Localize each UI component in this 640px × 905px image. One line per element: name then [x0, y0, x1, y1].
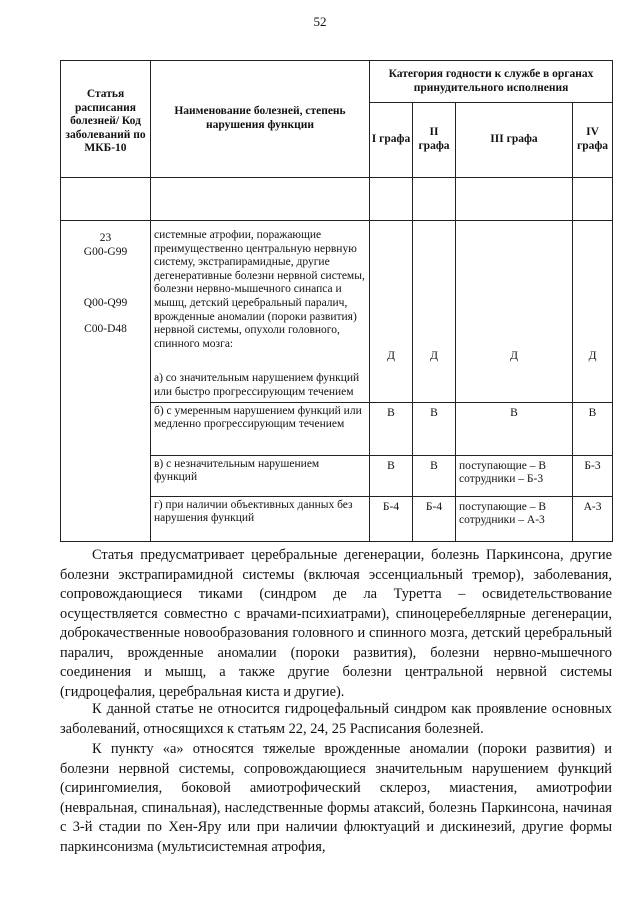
row-a-description	[151, 221, 370, 403]
header-graph-4: IV графа	[573, 103, 613, 178]
row-c-graph-3-applicants: поступающие – В	[459, 459, 547, 472]
article-code-q: Q00-Q99	[83, 297, 128, 309]
paragraph-article-scope: Статья предусматривает церебральные дегенерации, болезнь Паркинсона, другие болезни экстрапирамидной системы (включая эссенциальный тремор), заболевания, сопровождающиеся тиками (синдром де ла Туретта – освидетельствование осуществляется совместно с врачами-психиатрами), спиноцеребеллярные дегенерации, доброкачественные новообразования головного и спинного мозга, детский церебральный паралич, врожденные аномалии (пороки развития), болезни нервно-мышечного соединения и мышц, а также другие болезни центральной нервной системы (гидроцефалия, церебральная киста и другие).	[60, 547, 612, 700]
row-c-graph-4: Б-3	[573, 455, 613, 496]
article-code-g: G00-G99	[83, 246, 128, 258]
row-b-graph-1: В	[370, 402, 413, 455]
paragraph-item-a: К пункту «а» относятся тяжелые врожденные аномалии (пороки развития) и болезни нервной системы, сопровождающиеся значительным нарушением функций (сирингомиелия, боковой амиотрофический склероз, миастения, амиотрофии (невральная, спинальная), наследственные формы атаксий, болезнь Паркинсона, начиная с 3-й стадии по Хен-Яру или при наличии флюктуаций и дискинезий, другие формы паркинсонизма (мультисистемная атрофия,	[60, 741, 612, 855]
header-category: Категория годности к службе в органах принудительного исполнения	[370, 61, 613, 103]
row-d-description: г) при наличии объективных данных без нарушения функций	[151, 496, 370, 541]
row-d-graph-4: А-3	[573, 496, 613, 541]
row-d-graph-3-applicants: поступающие – В	[459, 500, 547, 513]
table-row-a	[61, 221, 613, 403]
page-number: 52	[313, 14, 327, 29]
header-graph-2: II графа	[413, 103, 456, 178]
row-d-graph-2: Б-4	[413, 496, 456, 541]
header-graph-1: I графа	[370, 103, 413, 178]
row-c-description: в) с незначительным нарушением функций	[151, 455, 370, 496]
article-code-cell	[61, 221, 151, 542]
paragraph-exclusion: К данной статье не относится гидроцефальный синдром как проявление основных заболеваний, относящихся к статьям 22, 24, 25 Расписания болезней.	[60, 701, 612, 737]
article-number: 23	[99, 232, 112, 244]
row-b-graph-3: В	[456, 402, 573, 455]
header-code-column: Статья расписания болезней/ Код заболеваний по МКБ-10	[61, 61, 151, 178]
row-b-description: б) с умеренным нарушением функций или медленно прогрессирующим течением	[151, 402, 370, 455]
disease-schedule-table	[60, 60, 613, 542]
header-graph-3: III графа	[456, 103, 573, 178]
table-header-row	[61, 61, 613, 103]
row-a-graph-2: Д	[413, 221, 456, 403]
article-code-c: C00-D48	[84, 323, 127, 335]
row-a-graph-1: Д	[370, 221, 413, 403]
row-c-graph-3	[456, 455, 573, 496]
row-b-graph-4: В	[573, 402, 613, 455]
table-spacer-row	[61, 178, 613, 221]
row-a-graph-4: Д	[573, 221, 613, 403]
row-d-graph-3	[456, 496, 573, 541]
row-c-graph-3-employees: сотрудники – Б-3	[459, 473, 544, 486]
row-c-graph-2: В	[413, 455, 456, 496]
row-b-graph-2: В	[413, 402, 456, 455]
article-intro: системные атрофии, поражающие преимущественно центральную нервную систему, экстрапирамидные, другие дегенеративные болезни нервной системы, болезни нервно-мышечного синапса и мышц, детский церебральный паралич, врожденные аномалии (пороки развития) нервной системы, опухоли головного, спинного мозга:	[154, 229, 365, 350]
row-d-graph-1: Б-4	[370, 496, 413, 541]
row-d-graph-3-employees: сотрудники – А-3	[459, 514, 545, 527]
row-a-graph-3: Д	[456, 221, 573, 403]
row-c-graph-1: В	[370, 455, 413, 496]
row-a-text: а) со значительным нарушением функций или быстро прогрессирующим течением	[154, 372, 360, 398]
header-name-column: Наименование болезней, степень нарушения функции	[151, 61, 370, 178]
